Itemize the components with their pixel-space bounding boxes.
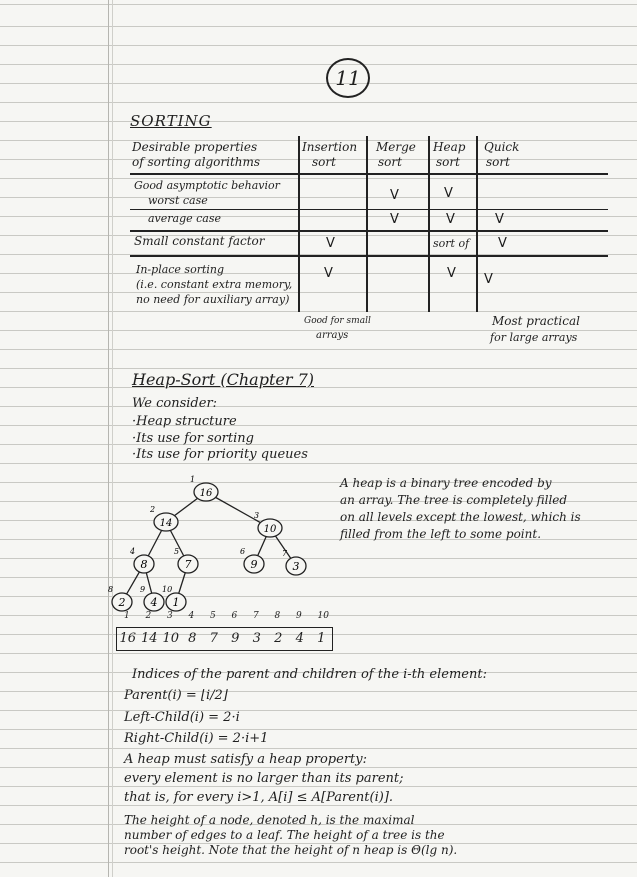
row-cell: V (324, 266, 333, 281)
array-cell: 14 (140, 631, 158, 646)
array-index: 2 (145, 611, 152, 621)
header-col0-line1: Desirable properties (132, 140, 258, 154)
col-insertion-line2: sort (312, 155, 336, 169)
row-cell: V (446, 212, 455, 227)
tree-node-index: 10 (162, 585, 173, 594)
tree-node (254, 511, 282, 537)
height-line: The height of a node, denoted h, is the maximal (124, 813, 415, 827)
tree-node (174, 547, 198, 573)
tree-node-value: 1 (172, 596, 180, 609)
row-cell: V (326, 236, 335, 251)
array-index: 3 (167, 611, 173, 621)
table-col-divider (476, 136, 478, 312)
col-quick-line2: sort (486, 155, 510, 169)
header-col0-line2: of sorting algorithms (132, 155, 261, 169)
table-col-divider (366, 136, 368, 312)
tree-node (162, 585, 186, 611)
tree-node-index: 9 (140, 585, 146, 594)
table-rule (130, 230, 608, 232)
tree-node-index: 5 (174, 547, 180, 556)
sorting-title: SORTING (130, 112, 212, 130)
array-index: 5 (210, 611, 216, 621)
heapsort-item: ·Its use for priority queues (132, 447, 308, 462)
tree-node (149, 505, 178, 531)
tree-node-value: 8 (140, 558, 148, 571)
array-index: 9 (296, 611, 302, 621)
tree-node-index: 3 (254, 511, 260, 520)
col-merge-line1: Merge (376, 140, 416, 154)
array-cell: 16 (119, 631, 137, 646)
table-rule (130, 255, 608, 257)
tree-node-index: 8 (108, 585, 114, 594)
array-cell: 10 (162, 631, 180, 646)
tree-node-value: 14 (159, 518, 173, 529)
tree-node-value: 4 (150, 596, 158, 609)
heapsort-title: Heap-Sort (Chapter 7) (132, 370, 314, 389)
tree-node-index: 7 (282, 549, 288, 558)
array-cell: 4 (295, 631, 304, 646)
array-index: 4 (188, 611, 195, 621)
row-label: worst case (148, 194, 208, 207)
col-heap-line1: Heap (433, 140, 466, 154)
row-cell: V (484, 272, 493, 287)
heapsort-intro: We consider: (132, 396, 218, 411)
row-label: In-place sorting (136, 263, 225, 276)
tree-node-value: 16 (199, 488, 213, 499)
heapsort-item: ·Heap structure (132, 414, 237, 429)
right-child-formula: Right-Child(i) = 2·i+1 (124, 731, 269, 746)
row-label: no need for auxiliary array) (136, 293, 290, 306)
array-cell: 2 (274, 631, 283, 646)
col-heap-line2: sort (436, 155, 460, 169)
tree-node (108, 585, 132, 611)
tree-node-value: 9 (250, 558, 258, 571)
tree-node-value: 2 (118, 596, 126, 609)
array-index: 7 (253, 611, 259, 621)
page-number: 11 (326, 58, 370, 98)
row-cell: V (390, 212, 399, 227)
table-header-rule (130, 173, 608, 175)
tree-node (190, 475, 218, 501)
note-insertion-line1: Good for small (304, 316, 371, 326)
table-col-divider (428, 136, 430, 312)
note-quick-line2: for large arrays (490, 331, 578, 344)
row-label: Small constant factor (134, 234, 265, 248)
array-cell: 7 (209, 631, 218, 646)
left-child-formula: Left-Child(i) = 2·i (124, 710, 240, 725)
tree-node-index: 6 (240, 547, 246, 556)
heap-definition-line: on all levels except the lowest, which is (340, 510, 581, 524)
row-label: Good asymptotic behavior (134, 179, 280, 192)
heap-definition-line: an array. The tree is completely filled (340, 493, 568, 507)
tree-node-value: 7 (184, 558, 192, 571)
tree-node-value: 10 (263, 524, 277, 535)
indices-heading: Indices of the parent and children of the i-th element: (132, 667, 487, 682)
array-cell: 1 (317, 631, 326, 646)
heap-property-line: A heap must satisfy a heap property: (124, 752, 367, 767)
margin-line (108, 0, 109, 877)
col-insertion-line1: Insertion (302, 140, 358, 154)
col-merge-line2: sort (378, 155, 402, 169)
row-cell: V (444, 186, 453, 201)
array-index: 10 (317, 611, 329, 621)
tree-node-index: 4 (130, 547, 136, 556)
heap-definition-line: filled from the left to some point. (340, 527, 542, 541)
array-index: 6 (231, 611, 238, 621)
tree-node-index: 2 (150, 505, 156, 514)
note-quick-line1: Most practical (492, 314, 580, 328)
tree-node (140, 585, 164, 611)
heap-definition-line: A heap is a binary tree encoded by (340, 476, 552, 490)
heap-tree-diagram (108, 468, 338, 616)
table-col-divider (298, 136, 300, 312)
array-cell: 3 (252, 631, 261, 646)
heap-array (116, 611, 333, 651)
tree-node-index: 1 (190, 475, 196, 484)
row-cell: V (447, 266, 456, 281)
margin-line (112, 0, 113, 877)
heap-property-line: every element is no larger than its parent; (124, 771, 404, 786)
parent-formula: Parent(i) = ⌊i/2⌋ (124, 688, 228, 703)
row-cell: V (495, 212, 504, 227)
array-cell: 9 (231, 631, 240, 646)
col-quick-line1: Quick (484, 140, 520, 154)
height-line: root's height. Note that the height of n heap is Θ(lg n). (124, 843, 458, 857)
array-index: 1 (124, 611, 130, 621)
row-cell: V (498, 236, 507, 251)
row-label: (i.e. constant extra memory, (136, 278, 293, 291)
row-label: average case (148, 212, 222, 225)
tree-node-value: 3 (292, 560, 300, 573)
note-insertion-line2: arrays (316, 330, 349, 341)
tree-node (282, 549, 306, 575)
height-line: number of edges to a leaf. The height of a tree is the (124, 828, 445, 842)
heapsort-item: ·Its use for sorting (132, 431, 254, 446)
row-cell: V (390, 188, 399, 203)
row-cell: sort of (433, 237, 470, 250)
array-index: 8 (274, 611, 281, 621)
table-rule (130, 209, 608, 210)
heap-property-line: that is, for every i>1, A[i] ≤ A[Parent(i)]. (124, 790, 394, 805)
array-cell: 8 (188, 631, 197, 646)
